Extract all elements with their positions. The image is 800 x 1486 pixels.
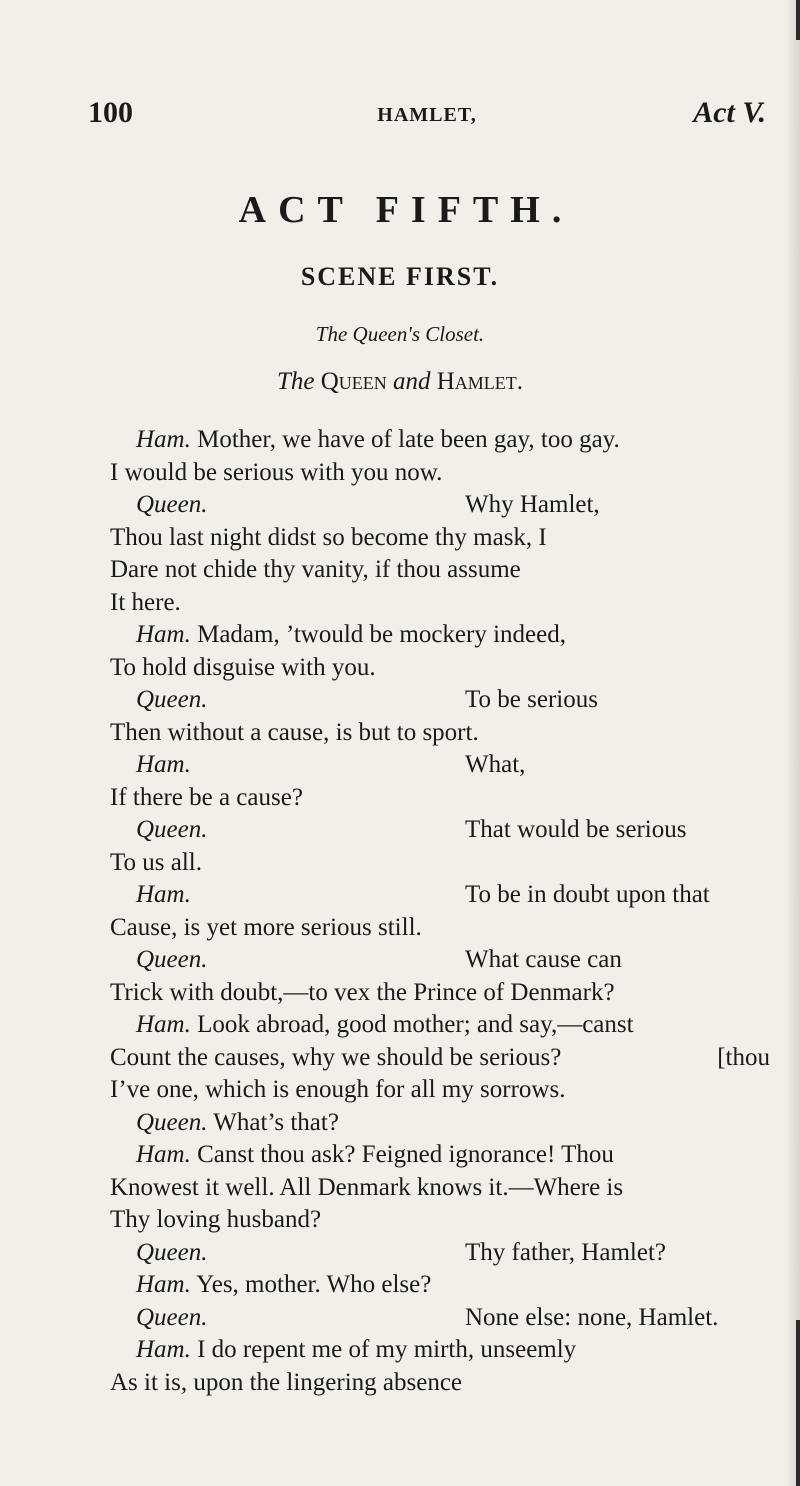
speech-line	[110, 489, 770, 522]
running-title: HAMLET,	[377, 104, 477, 126]
speech-line	[110, 1237, 770, 1270]
line-text: Knowest it well. All Denmark knows it.—Where is	[110, 1173, 624, 1201]
speaker-name: Queen.	[136, 1108, 208, 1136]
speaker-name: Queen.	[136, 816, 208, 843]
verse-line	[110, 1204, 770, 1237]
line-text: Canst thou ask? Feigned ignorance! Thou	[190, 1141, 614, 1168]
line-text: Dare not chide thy vanity, if thou assume	[110, 556, 521, 583]
speech-line	[110, 1269, 770, 1302]
line-text: Trick with doubt,—to vex the Prince of Denmark?	[110, 978, 615, 1006]
page-number: 100	[88, 96, 133, 129]
line-text: Cause, is yet more serious still.	[110, 913, 422, 941]
verse-line	[110, 522, 770, 555]
persons-the: The	[276, 368, 315, 395]
speech-line	[110, 1139, 770, 1172]
persons-queen: Queen	[320, 368, 387, 395]
verse-line	[110, 1074, 770, 1107]
speaker-name: Ham.	[136, 621, 191, 648]
speech-line	[110, 1009, 770, 1042]
speech-line	[110, 619, 770, 652]
verse-line	[110, 652, 770, 685]
verse-line	[110, 587, 770, 620]
line-text: Thy loving husband?	[110, 1206, 322, 1233]
verse-line	[110, 554, 770, 587]
speaker-name: Ham.	[136, 881, 191, 908]
speaker-name: Ham.	[136, 1141, 191, 1168]
speaker-name: Ham.	[136, 426, 191, 453]
persons-and: and	[393, 368, 431, 395]
verse-line	[110, 457, 770, 490]
page-edge-mark	[796, 0, 800, 40]
line-text: To hold disguise with you.	[110, 653, 376, 681]
speech-line	[110, 814, 770, 847]
verse-line	[110, 782, 770, 815]
verse-line	[110, 1367, 770, 1400]
speech-line	[110, 944, 770, 977]
act-label: Act V.	[693, 96, 766, 129]
speaker-name: Ham.	[136, 751, 191, 778]
scene-title: SCENE FIRST.	[300, 262, 500, 291]
speaker-name: Queen.	[136, 491, 208, 518]
line-continuation: Thy father, Hamlet?	[465, 1238, 666, 1266]
line-continuation: What,	[465, 751, 526, 778]
speaker-name: Ham.	[136, 1336, 191, 1363]
line-text: Madam, ’twould be mockery indeed,	[190, 621, 566, 648]
verse-line	[110, 977, 770, 1010]
act-title: ACT FIFTH.	[238, 189, 574, 231]
persons-hamlet: Hamlet.	[436, 368, 524, 395]
line-text: I do repent me of my mirth, unseemly	[190, 1336, 577, 1363]
line-continuation: None else: none, Hamlet.	[465, 1303, 719, 1331]
speech-line	[110, 749, 770, 782]
line-text: Look abroad, good mother; and say,—canst	[190, 1011, 634, 1038]
speaker-name: Ham.	[136, 1011, 191, 1038]
speaker-name: Queen.	[136, 686, 208, 713]
dialogue-text	[110, 424, 770, 1399]
line-text: It here.	[110, 588, 181, 616]
speech-line	[110, 1302, 770, 1335]
line-text: Mother, we have of late been gay, too gay.	[190, 426, 620, 453]
speaker-name: Queen.	[136, 1238, 208, 1266]
speaker-name: Queen.	[136, 946, 208, 973]
line-text: I would be serious with you now.	[110, 458, 443, 486]
line-text: To us all.	[110, 848, 202, 876]
line-continuation: To be in doubt upon that	[465, 881, 710, 908]
line-text: Count the causes, why we should be serious?	[110, 1043, 562, 1071]
verse-line	[110, 717, 770, 750]
line-continuation: What cause can	[465, 946, 622, 973]
line-text: Then without a cause, is but to sport.	[110, 718, 479, 746]
speaker-name: Ham.	[136, 1271, 191, 1298]
speech-line	[110, 1107, 770, 1140]
verse-line	[110, 1042, 770, 1075]
speech-line	[110, 879, 770, 912]
verse-line	[110, 912, 770, 945]
speaker-name: Queen.	[136, 1303, 208, 1331]
page-edge-mark	[796, 1320, 800, 1486]
speech-line	[110, 424, 770, 457]
line-text: As it is, upon the lingering absence	[110, 1368, 463, 1396]
page-header	[88, 96, 766, 136]
line-text: I’ve one, which is enough for all my sorrows.	[110, 1076, 566, 1103]
verse-line	[110, 1172, 770, 1205]
persons-heading	[0, 368, 800, 396]
line-continuation: That would be serious	[465, 816, 687, 843]
verse-line	[110, 847, 770, 880]
line-text: What’s that?	[207, 1108, 339, 1136]
line-text: Thou last night didst so become thy mask, I	[110, 523, 547, 551]
line-text: Yes, mother. Who else?	[190, 1271, 432, 1298]
line-continuation: To be serious	[465, 686, 598, 713]
line-text: If there be a cause?	[110, 783, 303, 811]
turnover-word: [thou	[717, 1043, 770, 1071]
line-continuation: Why Hamlet,	[465, 491, 600, 518]
speech-line	[110, 1334, 770, 1367]
scene-setting: The Queen's Closet.	[315, 322, 485, 346]
speech-line	[110, 684, 770, 717]
